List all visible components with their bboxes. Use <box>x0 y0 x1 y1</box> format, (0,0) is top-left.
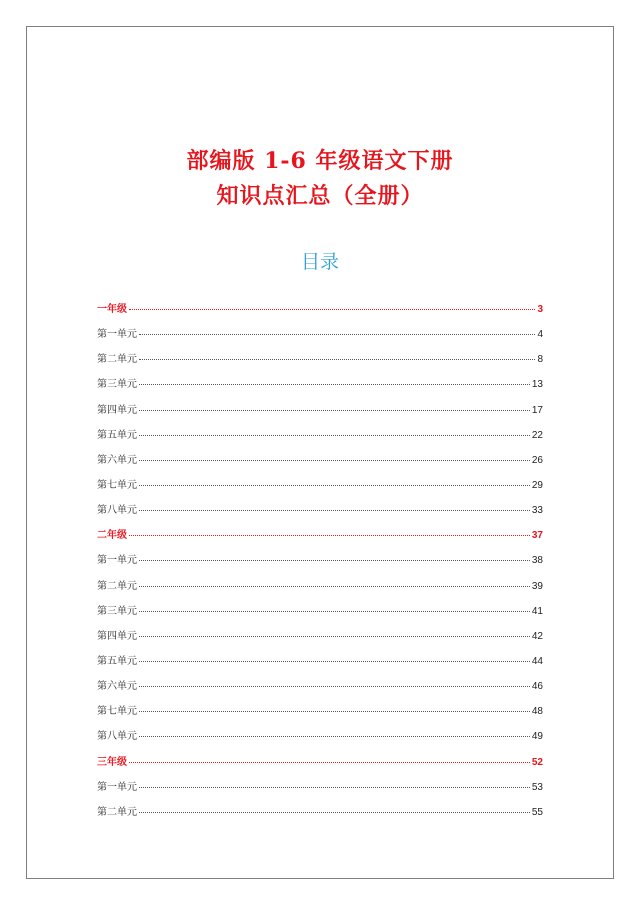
toc-entry-label: 第七单元 <box>97 706 137 718</box>
toc-dot-leader <box>129 762 530 763</box>
toc-unit-entry[interactable] <box>97 476 543 501</box>
toc-page-number: 44 <box>531 655 543 667</box>
toc-dot-leader <box>139 812 530 813</box>
toc-entry-label: 第八单元 <box>97 505 137 517</box>
toc-page-number: 37 <box>531 530 543 542</box>
toc-entry-label: 第五单元 <box>97 429 137 441</box>
toc-entry-label: 三年级 <box>97 756 127 768</box>
toc-page-number: 17 <box>531 404 543 416</box>
toc-entry-label: 一年级 <box>97 304 127 315</box>
toc-dot-leader <box>139 636 530 637</box>
document-subtitle: 知识点汇总（全册） <box>216 183 424 209</box>
toc-page-number: 55 <box>531 806 543 818</box>
toc-page-number: 49 <box>531 731 543 743</box>
toc-dot-leader <box>139 410 530 411</box>
toc-unit-entry[interactable] <box>97 426 543 451</box>
toc-page-number: 52 <box>531 756 543 768</box>
toc-dot-leader <box>139 560 530 561</box>
toc-page-number: 46 <box>531 681 543 693</box>
toc-entry-label: 第四单元 <box>97 404 137 416</box>
toc-unit-entry[interactable] <box>97 401 543 426</box>
toc-unit-entry[interactable] <box>97 803 543 828</box>
toc-grade-entry[interactable] <box>97 300 543 325</box>
toc-grade-entry[interactable] <box>97 526 543 551</box>
toc-unit-entry[interactable] <box>97 727 543 752</box>
toc-unit-entry[interactable] <box>97 577 543 602</box>
toc-dot-leader <box>139 460 530 461</box>
toc-entry-label: 第二单元 <box>97 580 137 592</box>
toc-entry-label: 第一单元 <box>97 781 137 793</box>
toc-entry-label: 二年级 <box>97 530 127 542</box>
toc-page-number: 22 <box>531 429 543 441</box>
toc-page-number: 41 <box>531 605 543 617</box>
toc-dot-leader <box>139 435 530 436</box>
toc-dot-leader <box>139 711 530 712</box>
toc-entry-label: 第三单元 <box>97 379 137 391</box>
toc-entry-label: 第二单元 <box>97 806 137 818</box>
toc-entry-label: 第八单元 <box>97 731 137 743</box>
toc-dot-leader <box>129 309 535 310</box>
toc-entry-label: 第六单元 <box>97 681 137 693</box>
toc-heading: 目录 <box>300 251 339 273</box>
toc-dot-leader <box>139 661 530 662</box>
toc-page-number: 39 <box>531 580 543 592</box>
toc-grade-entry[interactable] <box>97 753 543 778</box>
toc-dot-leader <box>139 736 530 737</box>
toc-unit-entry[interactable] <box>97 778 543 803</box>
toc-dot-leader <box>129 535 530 536</box>
toc-dot-leader <box>139 586 530 587</box>
toc-entry-label: 第一单元 <box>97 329 137 341</box>
toc-unit-entry[interactable] <box>97 652 543 677</box>
toc-dot-leader <box>139 334 535 335</box>
toc-dot-leader <box>139 787 530 788</box>
toc-page-number: 13 <box>531 379 543 391</box>
toc-unit-entry[interactable] <box>97 451 543 476</box>
toc-dot-leader <box>139 359 535 360</box>
toc-unit-entry[interactable] <box>97 702 543 727</box>
toc-page-number: 38 <box>531 555 543 567</box>
toc-unit-entry[interactable] <box>97 325 543 350</box>
toc-unit-entry[interactable] <box>97 350 543 375</box>
toc-page-number: 26 <box>531 454 543 466</box>
toc-entry-label: 第六单元 <box>97 454 137 466</box>
toc-entry-label: 第七单元 <box>97 479 137 491</box>
toc-dot-leader <box>139 510 530 511</box>
toc-unit-entry[interactable] <box>97 375 543 400</box>
toc-unit-entry[interactable] <box>97 501 543 526</box>
toc-page-number: 4 <box>537 329 543 341</box>
toc-unit-entry[interactable] <box>97 551 543 576</box>
document-title: 部编版 1-6 年级语文下册 <box>186 148 454 174</box>
toc-unit-entry[interactable] <box>97 602 543 627</box>
toc-page-number: 48 <box>531 706 543 718</box>
toc-page-number: 3 <box>537 304 543 315</box>
toc-page-number: 42 <box>531 630 543 642</box>
toc-dot-leader <box>139 686 530 687</box>
toc-entry-label: 第四单元 <box>97 630 137 642</box>
table-of-contents <box>97 300 543 828</box>
toc-dot-leader <box>139 485 530 486</box>
toc-unit-entry[interactable] <box>97 677 543 702</box>
toc-dot-leader <box>139 384 530 385</box>
toc-entry-label: 第五单元 <box>97 655 137 667</box>
toc-page-number: 53 <box>531 781 543 793</box>
toc-entry-label: 第二单元 <box>97 354 137 366</box>
toc-page-number: 33 <box>531 505 543 517</box>
toc-page-number: 29 <box>531 479 543 491</box>
toc-entry-label: 第三单元 <box>97 605 137 617</box>
toc-entry-label: 第一单元 <box>97 555 137 567</box>
toc-page-number: 8 <box>537 354 543 366</box>
toc-dot-leader <box>139 611 530 612</box>
toc-unit-entry[interactable] <box>97 627 543 652</box>
